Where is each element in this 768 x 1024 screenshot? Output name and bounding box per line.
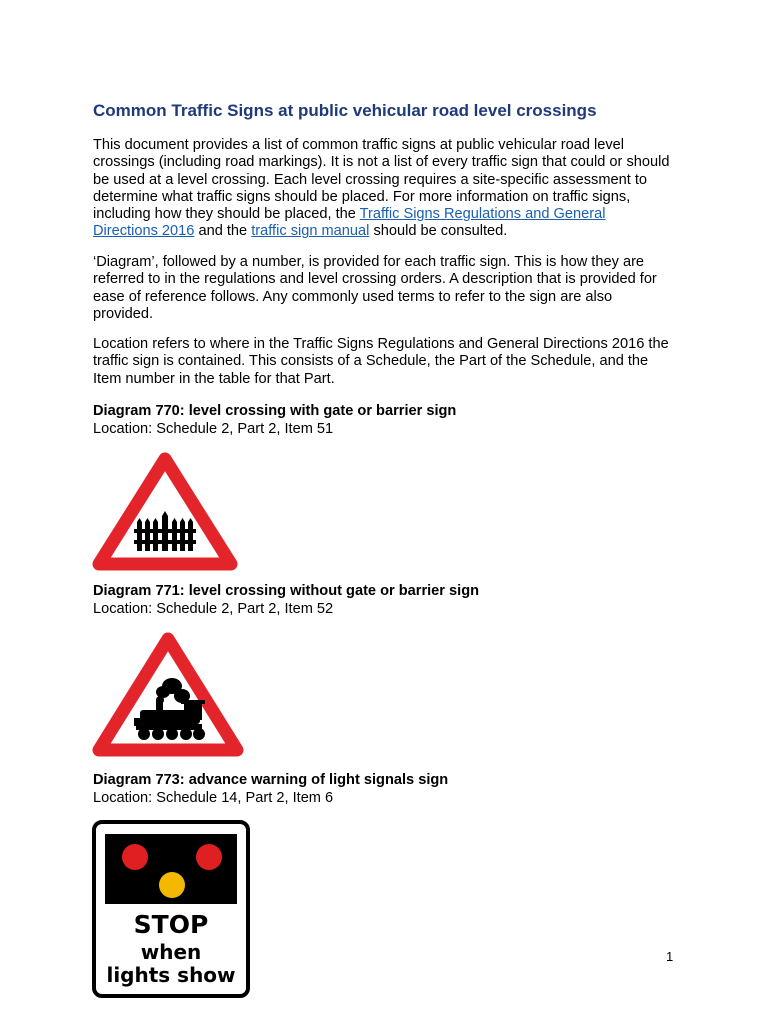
intro-paragraph xyxy=(93,137,673,241)
intro-text-3: should be consulted. xyxy=(369,223,508,240)
diagram-770-location: Location: Schedule 2, Part 2, Item 51 xyxy=(93,421,334,437)
diagram-771-heading: Diagram 771: level crossing without gate or barrier sign xyxy=(93,583,480,599)
diagram-773-location: Location: Schedule 14, Part 2, Item 6 xyxy=(93,790,334,806)
page-title: Common Traffic Signs at public vehicular road level crossings xyxy=(93,101,597,120)
stop-sign-text-line3: lights show xyxy=(106,963,236,987)
gate-barrier-warning-sign-icon xyxy=(92,450,238,572)
steam-train-warning-sign-icon xyxy=(92,630,244,758)
intro-text-1: This document provides a list of common traffic signs at public vehicular road level crossings (including road markings). It is not a list of every traffic sign that could or should be used at a level crossing. Each level crossing requires a site-specific assessment to determine what traffic signs should be placed. For more information on traffic signs, including how they should be placed, the xyxy=(93,137,670,223)
page-number: 1 xyxy=(666,949,674,964)
diagram-explanation-paragraph: ‘Diagram’, followed by a number, is provided for each traffic sign. This is how they are referred to in the regulations and level crossing orders. A description that is provided for ease of reference follows. Any commonly used terms to refer to the sign are also provided. xyxy=(93,254,657,322)
location-explanation-paragraph: Location refers to where in the Traffic Signs Regulations and General Directions 2016 the traffic sign is contained. This consists of a Schedule, the Part of the Schedule, and the Item number in the table for that Part. xyxy=(93,336,669,387)
diagram-770-heading: Diagram 770: level crossing with gate or barrier sign xyxy=(93,403,457,419)
diagram-771-location: Location: Schedule 2, Part 2, Item 52 xyxy=(93,601,334,617)
stop-sign-text-line1: STOP xyxy=(133,910,209,939)
traffic-sign-manual-link[interactable]: traffic sign manual xyxy=(251,223,370,240)
intro-text-2: and the xyxy=(194,223,252,240)
tsrgd-link[interactable]: Traffic Signs Regulations and General Directions 2016 xyxy=(93,206,606,240)
stop-sign-text-line2: when xyxy=(140,940,202,964)
diagram-773-heading: Diagram 773: advance warning of light signals sign xyxy=(93,772,449,788)
